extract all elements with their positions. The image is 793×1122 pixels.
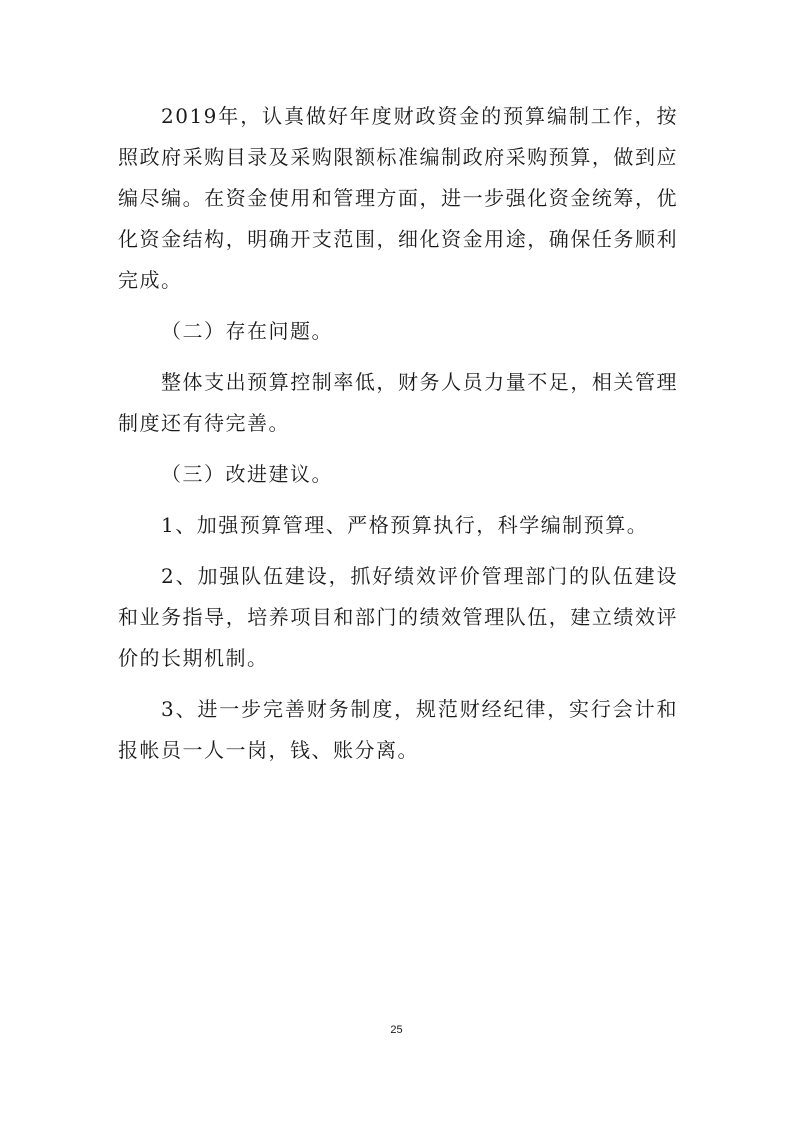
- heading-existing-problems: （二）存在问题。: [161, 319, 333, 343]
- page-number: 25: [390, 1024, 403, 1036]
- paragraph-budget-work: 2019年，认真做好年度财政资金的预算编制工作，按照政府采购目录及采购限额标准编制政府采购预算，做到应编尽编。在资金使用和管理方面，进一步强化资金统筹，优化资金结构，明确开支范围，细化资金用途，确保任务顺利完成。: [118, 104, 678, 292]
- suggestion-item-3: 3、进一步完善财务制度，规范财经纪律，实行会计和报帐员一人一岗，钱、账分离。: [118, 697, 678, 762]
- suggestion-item-2: 2、加强队伍建设，抓好绩效评价管理部门的队伍建设和业务指导，培养项目和部门的绩效管理队伍，建立绩效评价的长期机制。: [118, 564, 678, 670]
- document-body: [118, 96, 678, 781]
- heading-improvement-suggestions: （三）改进建议。: [161, 462, 333, 486]
- paragraph-problems: 整体支出预算控制率低，财务人员力量不足，相关管理制度还有待完善。: [118, 370, 678, 435]
- suggestion-item-1: 1、加强预算管理、严格预算执行，科学编制预算。: [161, 513, 649, 537]
